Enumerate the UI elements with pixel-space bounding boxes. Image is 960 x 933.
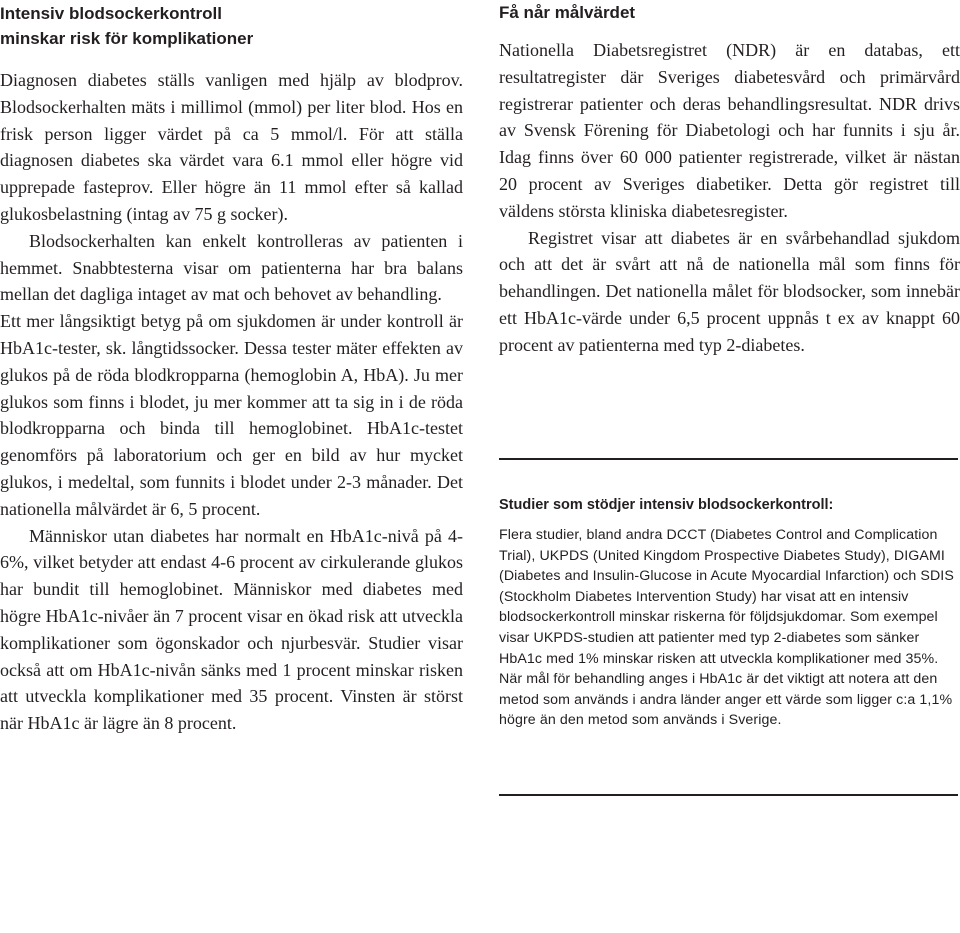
studies-fact-box bbox=[499, 458, 958, 796]
article-heading bbox=[0, 0, 463, 51]
paragraph: Nationella Diabetsregistret (NDR) är en databas, ett resultatregister där Sveriges diabetesvård och primärvård registrerar patienter och deras behandlingsresultat. NDR drivs av Svensk Förening för Diabetologi och har funnits i sju år. Idag finns över 60 000 patienter registrerade, vilket är nästan 20 procent av Sveriges diabetiker. Detta gör registret till väldens största kliniska diabetesregister. bbox=[499, 40, 960, 221]
article-heading-line-1: Intensiv blodsockerkontroll bbox=[0, 4, 222, 23]
paragraph: Diagnosen diabetes ställs vanligen med hjälp av blodprov. Blodsockerhalten mäts i millimol (mmol) per liter blod. Hos en frisk person ligger värdet på ca 5 mmol/l. För att ställa diagnosen diabetes ska värdet vara 6.1 mmol eller högre vid upprepade fasteprov. Eller högre än 11 mmol efter så kallad glukosbelastning (intag av 75 g socker). bbox=[0, 70, 463, 224]
fact-box-text: Flera studier, bland andra DCCT (Diabetes Control and Complication Trial), UKPDS (United Kingdom Prospective Diabetes Study), DIGAMI (Diabetes and Insulin-Glucose in Acute Myocardial Infarction) och SDIS (Stockholm Diabetes Intervention Study) har visat att en intensiv blodsockerkontroll minskar riskerna för följdsjukdomar. Som exempel visar UKPDS-studien att patienter med typ 2-diabetes som sänker HbA1c med 1% minskar risken att utveckla komplikationer med 35%. När mål för behandling anges i HbA1c är det viktigt att notera att den metod som används i andra länder anger ett värde som ligger c:a 1,1% högre än den metod som används i Sverige. bbox=[499, 527, 954, 729]
paragraph: Blodsockerhalten kan enkelt kontrolleras av patienten i hemmet. Snabbtesterna visar om patienterna har bra balans mellan det dagliga intaget av mat och behovet av behandling. bbox=[0, 230, 463, 305]
paragraph: Ett mer långsiktigt betyg på om sjukdomen är under kontroll är HbA1c-tester, sk. långtidssocker. Dessa tester mäter effekten av glukos på de röda blodkropparna (hemoglobin A, HbA). Ju mer glukos som finns i blodet, ju mer kommer att ta sig in i de röda blodkropparna och binda till hemoglobinet. HbA1c-testet genomförs på laboratorium och ger en bild av hur mycket glukos, i medeltal, som funnits i blodet under 2-3 månader. Det nationella målvärdet är 6, 5 procent. bbox=[0, 311, 463, 519]
paragraph: Registret visar att diabetes är en svårbehandlad sjukdom och att det är svårt att nå de nationella mål som finns för behandlingen. Det nationella målet för blodsocker, som innebär ett HbA1c-värde under 6,5 procent uppnås t ex av knappt 60 procent av patienterna med typ 2-diabetes. bbox=[499, 227, 960, 355]
fact-box-title: Studier som stödjer intensiv blodsockerkontroll: bbox=[499, 497, 834, 513]
section-heading: Få når målvärdet bbox=[499, 3, 636, 22]
paragraph: Människor utan diabetes har normalt en HbA1c-nivå på 4-6%, vilket betyder att endast 4-6 procent av cirkulerande glukos har bundit till hemoglobinet. Människor med diabetes med högre HbA1c-nivåer än 7 procent visar en ökad risk att utveckla komplikationer som ögonskador och njurbesvär. Studier visar också att om HbA1c-nivån sänks med 1 procent minskar risken att utveckla komplikationer med 35 procent. Vinsten är störst när HbA1c är lägre än 8 procent. bbox=[0, 525, 463, 734]
right-body-text bbox=[499, 37, 960, 359]
right-column bbox=[499, 0, 960, 359]
article-heading-line-2: minskar risk för komplikationer bbox=[0, 29, 254, 48]
left-body-text bbox=[0, 67, 463, 737]
left-column bbox=[0, 0, 463, 737]
